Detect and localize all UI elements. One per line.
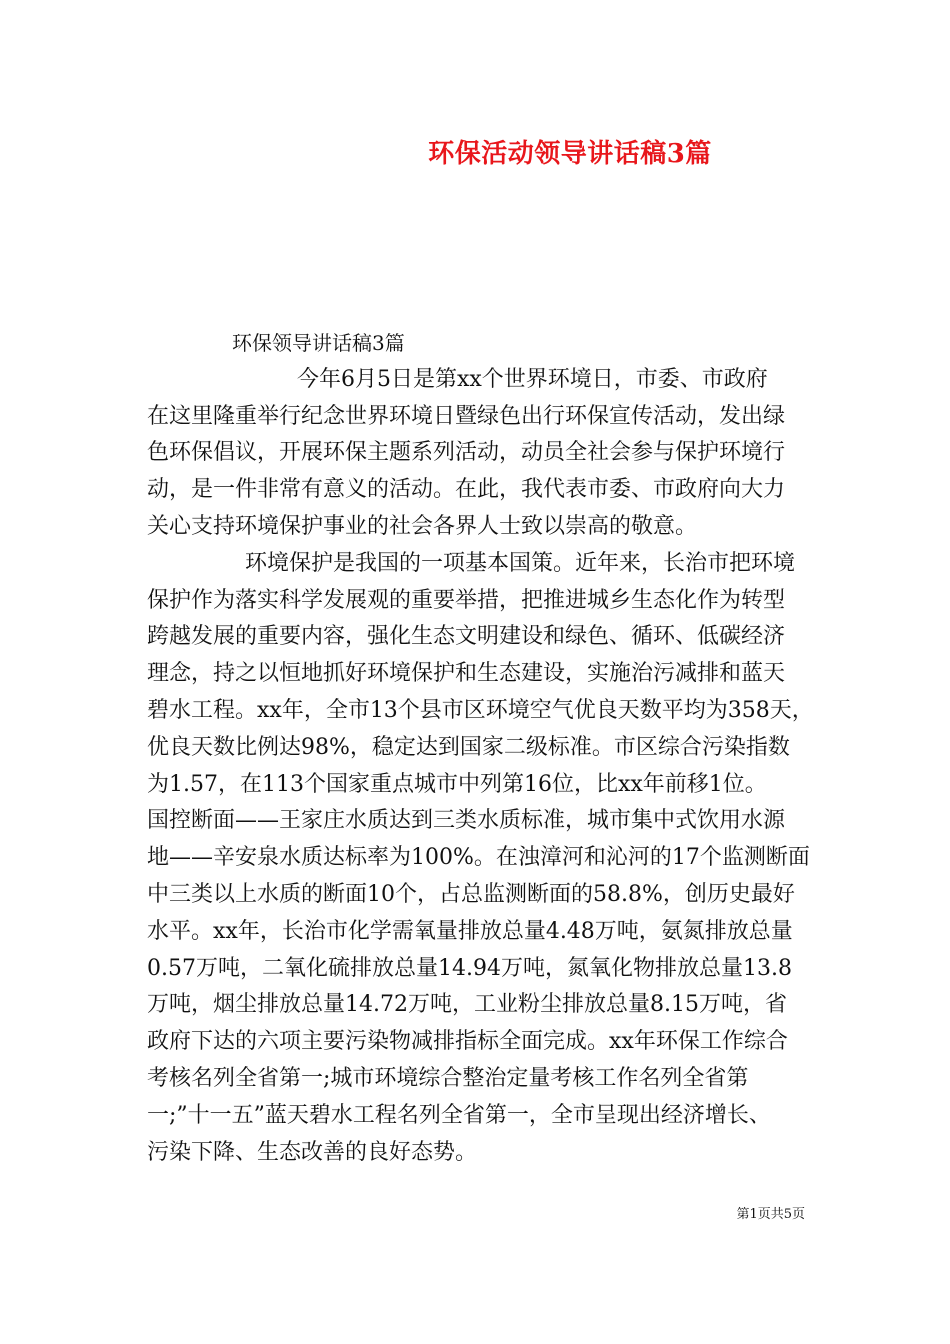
document-subtitle: 环保领导讲话稿3篇 [232,331,405,355]
paragraph-1-line-1: 今年6月5日是第xx个世界环境日，市委、市政府 [297,366,768,392]
paragraph-2-line-5: 碧水工程。xx年，全市13个县市区环境空气优良天数平均为358天， [147,697,814,723]
paragraph-2-line-6: 优良天数比例达98%，稳定达到国家二级标准。市区综合污染指数 [147,734,790,760]
paragraph-2-line-1: 环境保护是我国的一项基本国策。近年来，长治市把环境 [245,550,796,576]
paragraph-2-line-10: 中三类以上水质的断面10个，占总监测断面的58.8%，创历史最好 [147,881,795,907]
paragraph-2-line-17: 污染下降、生态改善的良好态势。 [147,1139,478,1165]
paragraph-2-line-4: 理念，持之以恒地抓好环境保护和生态建设，实施治污减排和蓝天 [147,661,786,687]
paragraph-2-line-14: 政府下达的六项主要污染物减排指标全面完成。xx年环保工作综合 [147,1029,788,1055]
paragraph-2-line-2: 保护作为落实科学发展观的重要举措，把推进城乡生态化作为转型 [147,587,786,613]
paragraph-2-line-13: 万吨，烟尘排放总量14.72万吨，工业粉尘排放总量8.15万吨，省 [147,992,787,1018]
paragraph-2-line-16: 一;”十一五”蓝天碧水工程名列全省第一，全市呈现出经济增长、 [147,1102,771,1128]
paragraph-2-line-15: 考核名列全省第一;城市环境综合整治定量考核工作名列全省第 [147,1065,749,1091]
paragraph-2-line-12: 0.57万吨，二氧化硫排放总量14.94万吨，氮氧化物排放总量13.8 [147,955,792,981]
paragraph-2-line-3: 跨越发展的重要内容，强化生态文明建设和绿色、循环、低碳经济 [147,624,786,650]
paragraph-1-line-5: 关心支持环境保护事业的社会各界人士致以崇高的敬意。 [147,513,698,539]
paragraph-2-line-7: 为1.57，在113个国家重点城市中列第16位，比xx年前移1位。 [147,771,767,797]
document-body [147,325,817,1171]
paragraph-1-line-3: 色环保倡议，开展环保主题系列活动，动员全社会参与保护环境行 [147,440,786,466]
paragraph-1-line-2: 在这里隆重举行纪念世界环境日暨绿色出行环保宣传活动，发出绿 [147,403,786,429]
paragraph-2-line-11: 水平。xx年，长治市化学需氧量排放总量4.48万吨，氨氮排放总量 [147,918,793,944]
document-title: 环保活动领导讲话稿3篇 [428,139,712,169]
paragraph-2-line-9: 地——辛安泉水质达标率为100%。在浊漳河和沁河的17个监测断面 [147,845,810,871]
page-number-footer: 第1页共5页 [736,1207,805,1222]
paragraph-2-line-8: 国控断面——王家庄水质达到三类水质标准，城市集中式饮用水源 [147,808,786,834]
paragraph-1-line-4: 动，是一件非常有意义的活动。在此，我代表市委、市政府向大力 [147,477,786,503]
